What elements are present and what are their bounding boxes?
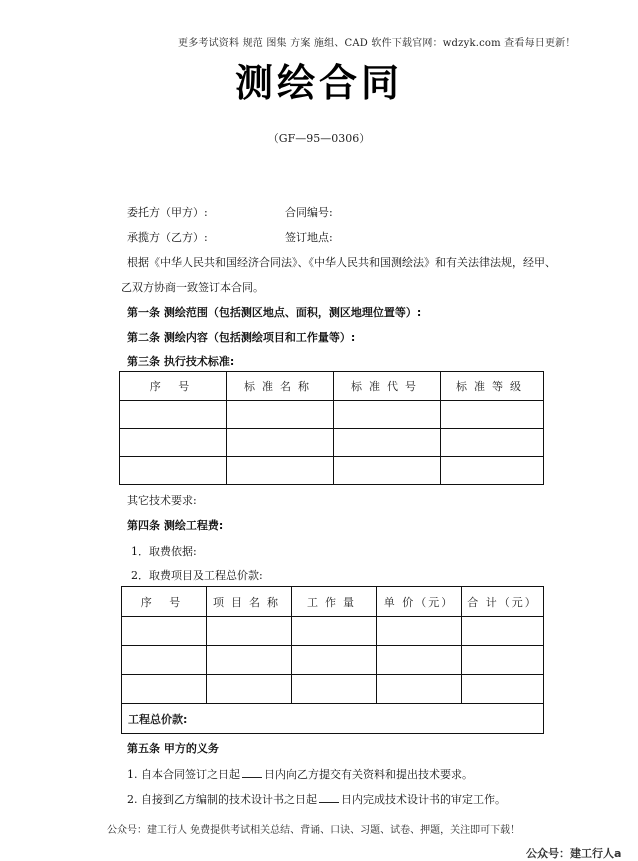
footer-note: 公众号：建工行人 免费提供考试相关总结、背诵、口诀、习题、试卷、押题，关注即可下载！ <box>107 825 521 836</box>
table-header-row <box>122 587 544 617</box>
intro-line-1: 根据《中华人民共和国经济合同法》、《中华人民共和国测绘法》和有关法律法规，经甲、 <box>127 256 556 269</box>
table-row <box>120 457 544 485</box>
table-cell <box>377 646 462 675</box>
sign-place-field-label: 签订地点: <box>285 231 333 244</box>
duty-1-prefix: 1. 自本合同签订之日起 <box>127 768 240 781</box>
fee-basis-label: 1．取费依据: <box>131 545 197 558</box>
table-cell <box>207 646 292 675</box>
column-header: 项目名称 <box>207 587 292 617</box>
blank-line <box>242 767 262 778</box>
column-header: 标准代号 <box>334 372 441 401</box>
article-4: 第四条 测绘工程费: <box>127 519 224 532</box>
column-header: 工作量 <box>292 587 377 617</box>
table-cell <box>227 401 334 429</box>
table-cell <box>462 646 544 675</box>
table-cell <box>292 675 377 704</box>
table-row <box>122 617 544 646</box>
client-field-label: 委托方（甲方）: <box>127 206 208 219</box>
page-title: 测绘合同 <box>234 61 403 105</box>
column-header: 标准等级 <box>441 372 544 401</box>
table-row <box>122 675 544 704</box>
table-cell <box>334 457 441 485</box>
fees-table <box>121 586 544 734</box>
standards-table <box>119 371 544 485</box>
column-header: 序 号 <box>120 372 227 401</box>
table-cell <box>334 401 441 429</box>
table-row <box>122 646 544 675</box>
article-5: 第五条 甲方的义务 <box>127 742 219 755</box>
table-cell <box>292 646 377 675</box>
header-banner: 更多考试资料 规范 图集 方案 施组、CAD 软件下载官网：wdzyk.com 查看每日更新！ <box>178 38 576 49</box>
table-cell <box>120 429 227 457</box>
contract-no-field-label: 合同编号: <box>285 206 333 219</box>
column-header: 序 号 <box>122 587 207 617</box>
table-cell <box>441 457 544 485</box>
duty-2-suffix: 日内完成技术设计书的审定工作。 <box>341 793 506 806</box>
column-header: 合 计（元） <box>462 587 544 617</box>
table-total-row <box>122 704 544 734</box>
fee-items-label: 2．取费项目及工程总价款: <box>131 569 263 582</box>
table-cell <box>292 617 377 646</box>
table-cell <box>122 617 207 646</box>
table-cell <box>122 646 207 675</box>
table-cell <box>120 457 227 485</box>
table-cell <box>207 617 292 646</box>
blank-line <box>319 792 339 803</box>
duty-1 <box>127 766 473 782</box>
table-cell <box>462 617 544 646</box>
watermark: 公众号：建工行人a <box>526 847 622 860</box>
column-header: 标准名称 <box>227 372 334 401</box>
table-row <box>120 401 544 429</box>
table-cell <box>122 675 207 704</box>
table-header-row <box>120 372 544 401</box>
duty-1-suffix: 日内向乙方提交有关资料和提出技术要求。 <box>264 768 473 781</box>
intro-line-2: 乙双方协商一致签订本合同。 <box>121 281 264 294</box>
article-3: 第三条 执行技术标准: <box>127 355 235 368</box>
table-cell <box>441 429 544 457</box>
article-1: 第一条 测绘范围（包括测区地点、面积，测区地理位置等）: <box>127 306 422 319</box>
table-row <box>120 429 544 457</box>
table-cell <box>377 675 462 704</box>
duty-2-prefix: 2. 自接到乙方编制的技术设计书之日起 <box>127 793 317 806</box>
duty-2 <box>127 791 506 807</box>
table-cell <box>462 675 544 704</box>
table-cell <box>207 675 292 704</box>
table-cell <box>441 401 544 429</box>
other-requirements-label: 其它技术要求: <box>127 494 197 507</box>
table-cell <box>334 429 441 457</box>
table-cell <box>377 617 462 646</box>
table-cell <box>227 429 334 457</box>
column-header: 单 价（元） <box>377 587 462 617</box>
total-price-label: 工程总价款: <box>122 704 544 734</box>
table-cell <box>227 457 334 485</box>
article-2: 第二条 测绘内容（包括测绘项目和工作量等）: <box>127 331 356 344</box>
table-cell <box>120 401 227 429</box>
contract-code: （GF—95—0306） <box>267 132 371 145</box>
contractor-field-label: 承揽方（乙方）: <box>127 231 208 244</box>
